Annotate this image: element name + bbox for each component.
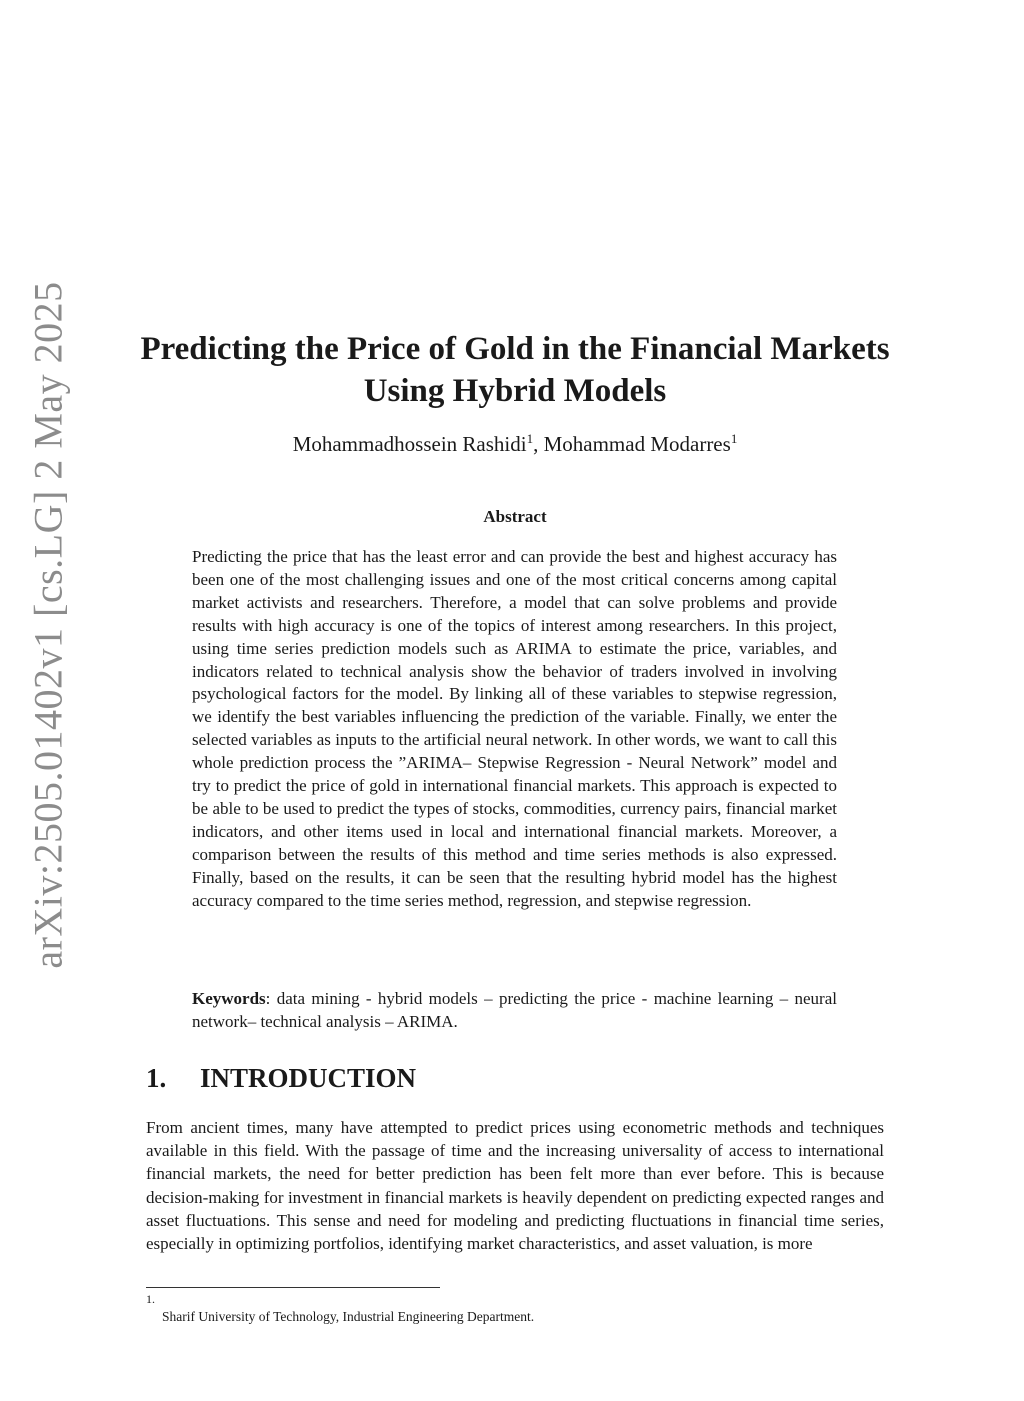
keywords <box>192 988 837 1034</box>
footnote-text: Sharif University of Technology, Industrial Engineering Department. <box>162 1309 535 1324</box>
author-separator: , <box>533 432 544 456</box>
section-number: 1. <box>146 1063 167 1093</box>
section-title: INTRODUCTION <box>200 1063 417 1093</box>
introduction-text: From ancient times, many have attempted to predict prices using econometric methods and techniques available in this field. With the passage of time and the increasing universality of access to international financial markets, the need for better prediction has been felt more than ever before. This is because decision-making for investment in financial markets is heavily dependent on predicting expected ranges and asset fluctuations. This sense and need for modeling and predicting fluctuations in financial time series, especially in optimizing portfolios, identifying market characteristics, and asset valuation, is more <box>146 1118 884 1254</box>
author-affiliation-mark: 1 <box>730 431 738 446</box>
author-name: Mohammadhossein Rashidi <box>292 432 527 456</box>
author-name: Mohammad Modarres <box>543 432 731 456</box>
abstract-text: Predicting the price that has the least error and can provide the best and highest accuracy has been one of the most challenging issues and one of the most critical concerns among capital market activists and researchers. Therefore, a model that can solve problems and provide results with high accuracy is one of the topics of interest among researchers. In this project, using time series prediction models such as ARIMA to estimate the price, variables, and indicators related to technical analysis show the behavior of traders involved in involving psychological factors for the model. By linking all of these variables to stepwise regression, we identify the best variables influencing the prediction of the variable. Finally, we enter the selected variables as inputs to the artificial neural network. In other words, we want to call this whole prediction process the ”ARIMA– Stepwise Regression - Neural Network” model and try to predict the price of gold in international financial markets. This approach is expected to be able to be used to predict the types of stocks, commodities, currency pairs, financial market indicators, and other items used in local and international financial markets. Moreover, a comparison between the results of this method and time series methods is also expressed. Finally, based on the results, it can be seen that the resulting hybrid model has the highest accuracy compared to the time series method, regression, and stepwise regression. <box>192 547 837 910</box>
author-affiliation-mark: 1 <box>526 431 534 446</box>
abstract-heading: Abstract <box>483 507 547 526</box>
author-list <box>120 425 910 458</box>
arxiv-identifier: arXiv:2505.01402v1 [cs.LG] 2 May 2025 <box>25 281 71 969</box>
footnote-divider <box>146 1287 440 1288</box>
section-heading <box>146 1063 416 1094</box>
footnote-mark: 1. <box>146 1292 155 1306</box>
keywords-text: : data mining - hybrid models – predicting the price - machine learning – neural network– technical analysis – ARIMA. <box>192 989 837 1031</box>
paper-title: Predicting the Price of Gold in the Financial Markets Using Hybrid Models <box>140 331 890 409</box>
keywords-label: Keywords <box>192 989 266 1008</box>
